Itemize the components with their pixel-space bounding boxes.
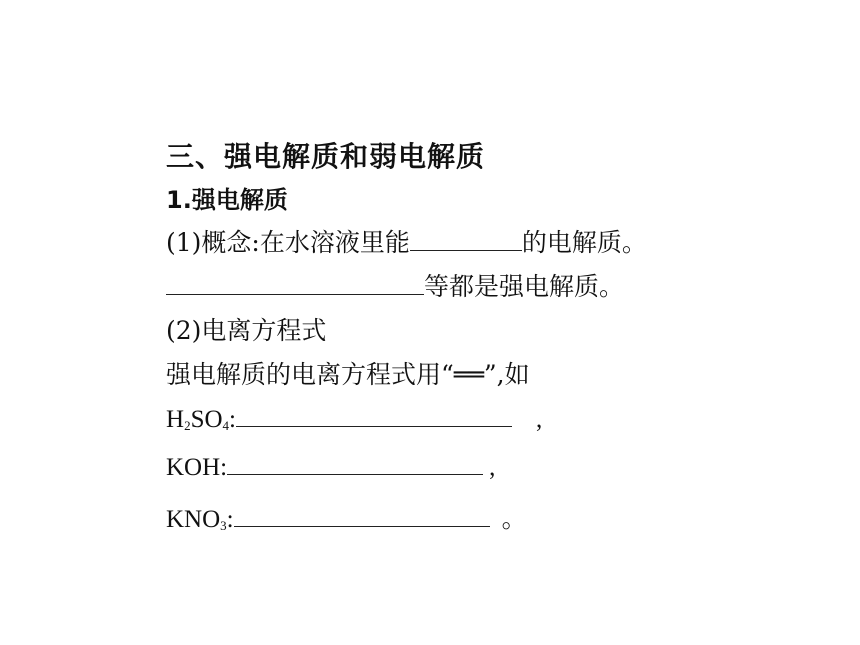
- strong-electrolyte-heading: 1.强电解质: [166, 186, 288, 214]
- formula-kno3-line: [166, 502, 527, 537]
- concept-suffix: 的电解质。: [521, 228, 647, 257]
- equation-heading: (2)电离方程式: [166, 316, 327, 345]
- concept-prefix: (1)概念:在水溶液里能: [166, 228, 410, 257]
- concept-line: [166, 226, 647, 260]
- formula-colon: :: [220, 454, 228, 481]
- examples-suffix: 等都是强电解质。: [424, 272, 625, 301]
- kno3-equation-blank[interactable]: [234, 502, 490, 527]
- h2so4-equation-blank[interactable]: [236, 402, 512, 427]
- formula-koh-line: [166, 450, 495, 485]
- formula-end-punct: ,: [535, 406, 543, 433]
- formula-end-punct: 。: [501, 506, 527, 533]
- section-title: 三、强电解质和弱电解质: [166, 140, 486, 173]
- formula-h2so4-line: [166, 402, 542, 437]
- equation-intro: 强电解质的电离方程式用“══”,如: [166, 360, 530, 389]
- formula-h2so4: $H_2SO_4$: [166, 406, 230, 433]
- examples-blank[interactable]: [166, 270, 424, 295]
- examples-line: [166, 270, 624, 304]
- formula-kno3: $KNO_3$: [166, 506, 227, 533]
- koh-equation-blank[interactable]: [227, 450, 483, 475]
- formula-koh: KOH: [166, 454, 221, 481]
- formula-colon: :: [229, 406, 236, 433]
- concept-blank[interactable]: [410, 226, 522, 251]
- formula-end-punct: ,: [489, 454, 496, 481]
- formula-colon: :: [226, 506, 234, 533]
